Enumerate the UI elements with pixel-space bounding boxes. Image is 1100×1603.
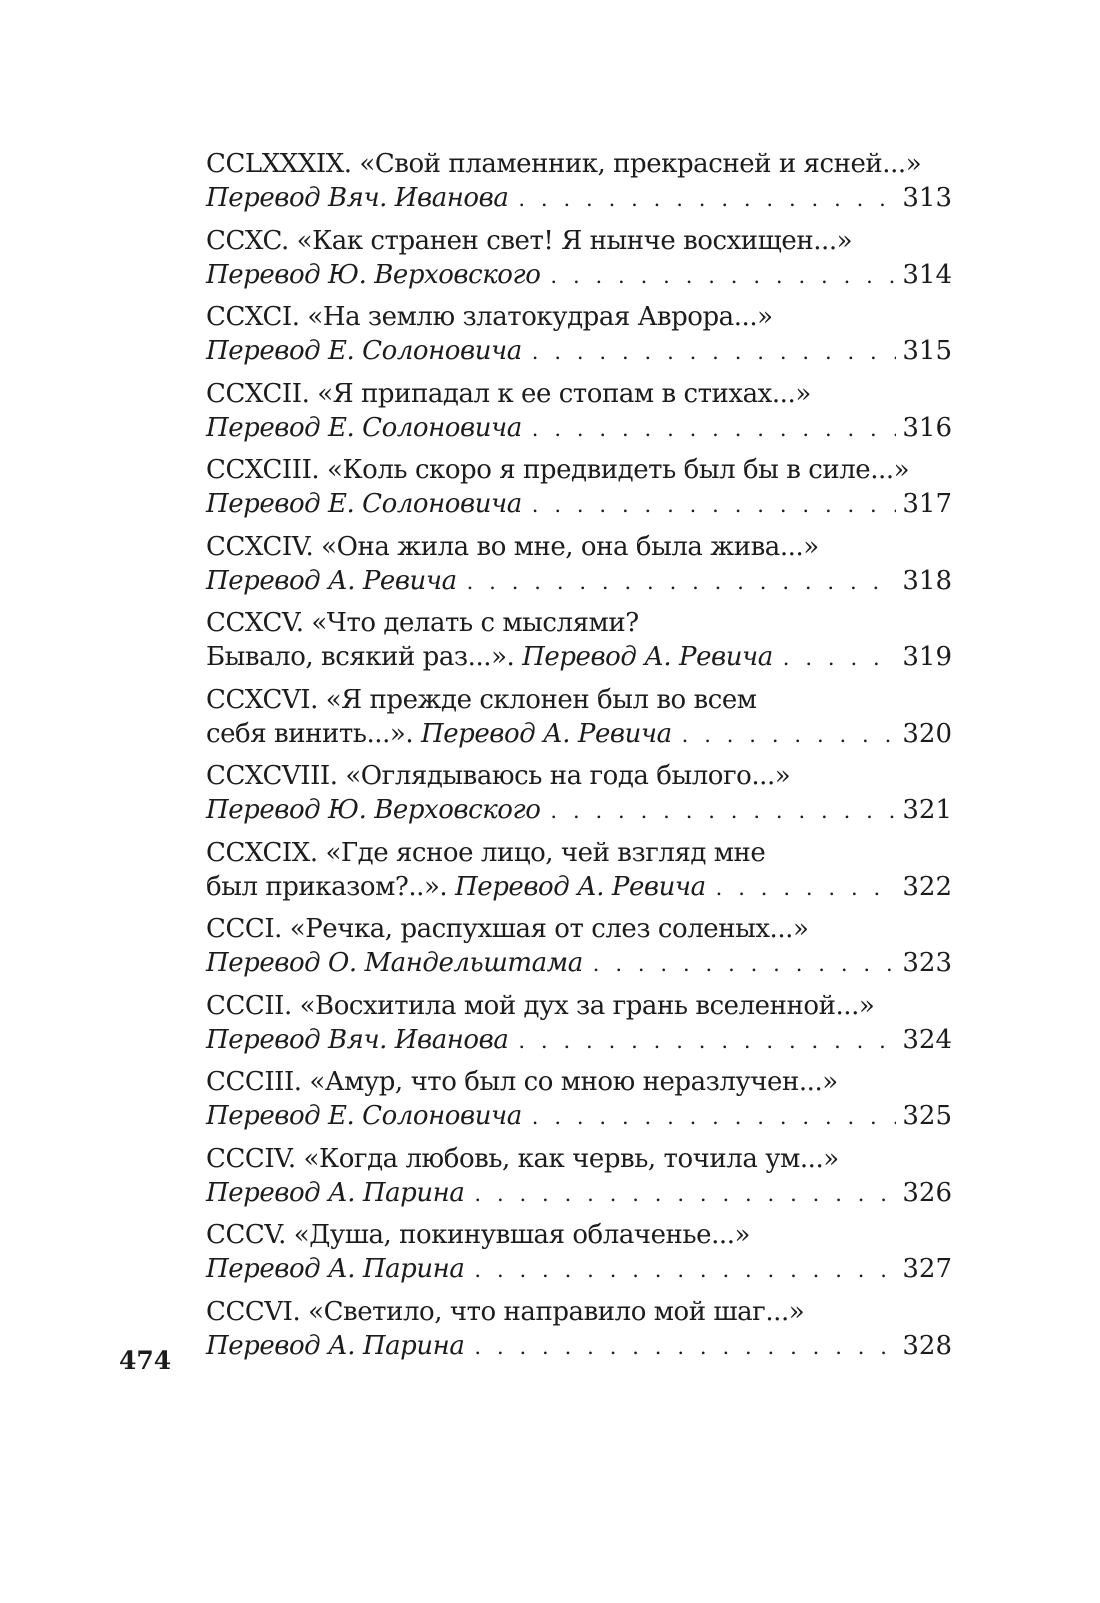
entry-title: CCXCVI. «Я прежде склонен был во всем	[206, 684, 757, 715]
entry-lead	[206, 1176, 464, 1210]
page-folio-number: 474	[119, 1346, 172, 1375]
entry-title: CCCI. «Речка, распухшая от слез соленых...»	[206, 914, 809, 944]
toc-entry[interactable]	[206, 683, 952, 751]
toc-entry[interactable]	[206, 530, 952, 598]
entry-lead	[206, 946, 583, 980]
entry-title: CCXCI. «На землю златокудрая Аврора...»	[206, 302, 773, 332]
entry-page-number: 320	[902, 718, 952, 749]
dot-leader	[532, 335, 897, 369]
entry-title-continuation: себя винить...».	[206, 718, 422, 749]
toc-entry[interactable]	[206, 224, 952, 292]
entry-page-number: 314	[902, 259, 952, 290]
entry-title: CCXCIII. «Коль скоро я предвидеть был бы в силе...»	[206, 455, 910, 485]
dot-leader	[532, 488, 897, 522]
entry-lead	[206, 717, 672, 751]
entry-title: CCCIV. «Когда любовь, как червь, точила ум...»	[206, 1143, 839, 1174]
table-of-contents	[206, 147, 952, 1371]
entry-lead	[206, 1329, 464, 1363]
toc-entry[interactable]	[206, 989, 952, 1057]
entry-credit-line	[206, 946, 952, 980]
toc-entry[interactable]	[206, 836, 952, 904]
entry-translator: Перевод А. Парина	[206, 1254, 465, 1284]
entry-translator: Перевод Е. Солоновича	[206, 412, 522, 443]
toc-entry[interactable]	[206, 606, 952, 674]
entry-title: CCLXXXIX. «Свой пламенник, прекрасней и ясней...»	[206, 149, 922, 179]
entry-lead	[206, 793, 540, 827]
dot-leader	[532, 412, 897, 446]
entry-credit-line	[206, 487, 952, 521]
entry-credit-line	[206, 1329, 952, 1363]
entry-lead	[206, 870, 706, 904]
toc-entry[interactable]	[206, 377, 952, 445]
entry-title: CCCV. «Душа, покинувшая облаченье...»	[206, 1220, 750, 1250]
entry-lead	[206, 1023, 508, 1057]
entry-credit-line	[206, 1023, 952, 1057]
entry-page-number: 328	[902, 1330, 952, 1361]
toc-entry[interactable]	[206, 759, 952, 827]
toc-entry[interactable]	[206, 1218, 952, 1286]
entry-page-number: 316	[902, 412, 952, 443]
dot-leader	[518, 182, 896, 216]
dot-leader	[783, 641, 897, 675]
entry-lead	[206, 640, 773, 674]
entry-title: CCXCVIII. «Оглядываюсь на года былого...»	[206, 761, 791, 791]
toc-entry[interactable]	[206, 1065, 952, 1133]
dot-leader	[467, 565, 897, 599]
entry-credit-line	[206, 793, 952, 827]
entry-page-number: 315	[902, 336, 952, 366]
dot-leader	[474, 1177, 896, 1211]
toc-entry[interactable]	[206, 912, 952, 980]
entry-page-number: 322	[902, 871, 952, 902]
entry-title: CCXCV. «Что делать с мыслями?	[206, 608, 639, 638]
entry-credit-line	[206, 717, 952, 751]
entry-credit-line	[206, 334, 952, 368]
entry-translator: Перевод А. Ревича	[421, 718, 672, 749]
toc-entry[interactable]	[206, 1295, 952, 1363]
entry-translator: Перевод Вяч. Иванова	[206, 1024, 509, 1055]
entry-translator: Перевод А. Ревича	[522, 642, 773, 672]
entry-lead	[206, 411, 522, 445]
entry-translator: Перевод Е. Солоновича	[206, 336, 522, 366]
toc-entry[interactable]	[206, 453, 952, 521]
entry-page-number: 325	[902, 1101, 952, 1131]
dot-leader	[593, 947, 897, 981]
entry-translator: Перевод Вяч. Иванова	[206, 183, 509, 213]
entry-page-number: 313	[902, 183, 952, 213]
entry-page-number: 318	[902, 565, 952, 596]
entry-lead	[206, 258, 540, 292]
entry-translator: Перевод Ю. Верховского	[206, 795, 541, 825]
dot-leader	[474, 1330, 896, 1364]
entry-title: CCXC. «Как странен свет! Я нынче восхищен...»	[206, 225, 853, 256]
toc-entry[interactable]	[206, 147, 952, 215]
entry-credit-line	[206, 640, 952, 674]
entry-title: CCCVI. «Светило, что направило мой шаг...»	[206, 1296, 805, 1327]
dot-leader	[682, 718, 897, 752]
entry-page-number: 323	[902, 948, 952, 978]
entry-credit-line	[206, 1252, 952, 1286]
entry-credit-line	[206, 411, 952, 445]
entry-translator: Перевод А. Ревича	[206, 565, 457, 596]
entry-lead	[206, 564, 457, 598]
entry-translator: Перевод О. Мандельштама	[206, 948, 583, 978]
entry-lead	[206, 1099, 522, 1133]
entry-credit-line	[206, 870, 952, 904]
entry-translator: Перевод Е. Солоновича	[206, 1101, 522, 1131]
dot-leader	[474, 1253, 896, 1287]
entry-credit-line	[206, 564, 952, 598]
entry-title: CCXCIV. «Она жила во мне, она была жива...»	[206, 531, 819, 562]
entry-translator: Перевод Е. Солоновича	[206, 489, 522, 519]
entry-page-number: 324	[902, 1024, 952, 1055]
entry-credit-line	[206, 258, 952, 292]
entry-credit-line	[206, 1099, 952, 1133]
entry-page-number: 319	[902, 642, 952, 672]
entry-translator: Перевод А. Парина	[206, 1330, 465, 1361]
dot-leader	[532, 1100, 897, 1134]
entry-title-continuation: Бывало, всякий раз...».	[206, 642, 523, 672]
dot-leader	[716, 871, 897, 905]
entry-title: CCCIII. «Амур, что был со мною неразлучен...»	[206, 1067, 838, 1097]
toc-entry[interactable]	[206, 1142, 952, 1210]
entry-translator: Перевод А. Парина	[206, 1177, 465, 1208]
entry-lead	[206, 181, 508, 215]
entry-lead	[206, 1252, 464, 1286]
entry-translator: Перевод А. Ревича	[455, 871, 706, 902]
entry-title: CCXCII. «Я припадал к ее стопам в стихах...»	[206, 378, 811, 409]
dot-leader	[550, 794, 896, 828]
entry-title-continuation: был приказом?..».	[206, 871, 456, 902]
entry-page-number: 317	[902, 489, 952, 519]
entry-credit-line	[206, 181, 952, 215]
dot-leader	[550, 259, 896, 293]
entry-credit-line	[206, 1176, 952, 1210]
dot-leader	[518, 1024, 896, 1058]
entry-page-number: 327	[902, 1254, 952, 1284]
entry-title: CCCII. «Восхитила мой дух за грань вселенной...»	[206, 990, 875, 1021]
entry-title: CCXCIX. «Где ясное лицо, чей взгляд мне	[206, 837, 766, 868]
toc-entry[interactable]	[206, 300, 952, 368]
entry-translator: Перевод Ю. Верховского	[206, 259, 541, 290]
entry-lead	[206, 487, 522, 521]
entry-page-number: 326	[902, 1177, 952, 1208]
entry-lead	[206, 334, 522, 368]
entry-page-number: 321	[902, 795, 952, 825]
